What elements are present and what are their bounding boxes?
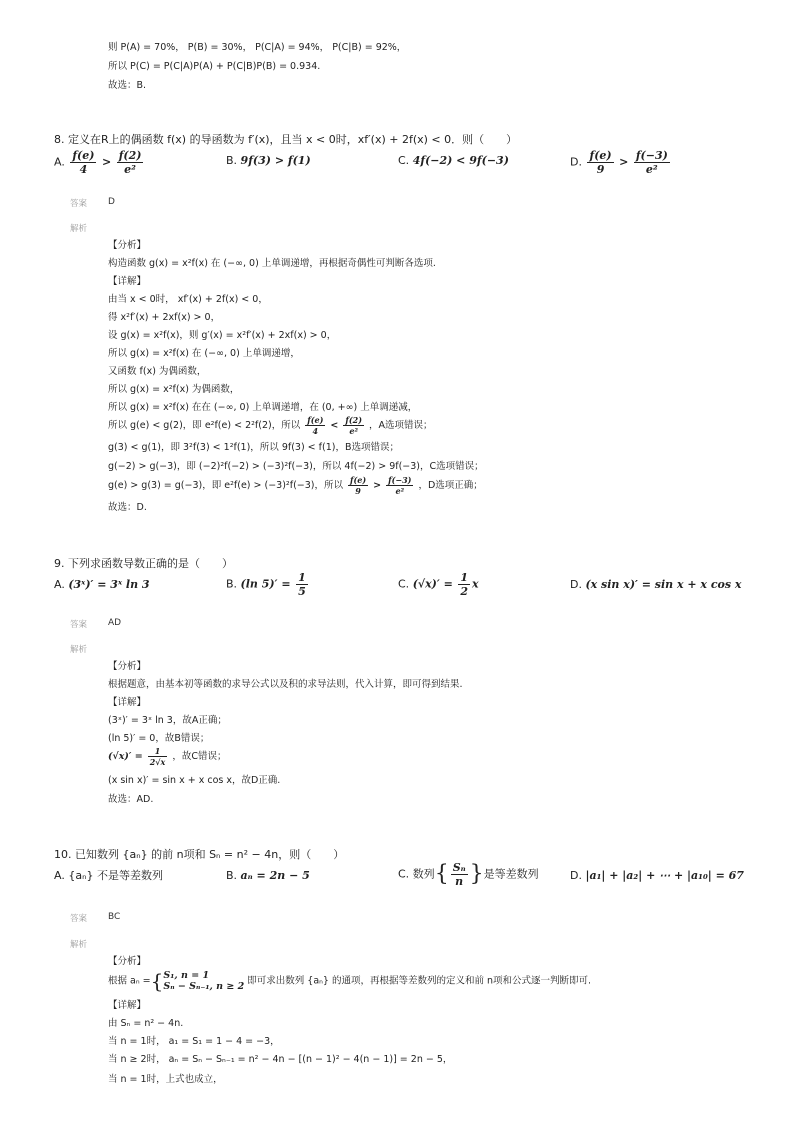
q8-sol-14-frac-2: $\frac{f(-3)}{\text{e²}}$ bbox=[388, 475, 412, 496]
q9-c-frac: $\frac{1}{2}$ bbox=[460, 571, 468, 598]
q10-sol-2-cases: S₁, n = 1 Sₙ − Sₙ₋₁, n ≥ 2 bbox=[163, 970, 245, 992]
q8-sol-14-frac-1: $\frac{f(e)}{9}$ bbox=[350, 475, 367, 496]
q9-analysis-label: 解析 bbox=[70, 645, 88, 655]
q8-a-relation: > bbox=[101, 155, 112, 169]
q8-sol-11: 所以 g(e) < g(2)，即 e²f(e) < 2²f(2)，所以 $\frac{f(e)}{4}$ < $\frac{f(2)}{\text{e²}}$ ，A选项错误； bbox=[108, 415, 433, 436]
q8-sol-15: 故选：D. bbox=[108, 502, 147, 513]
prev-line-3: 故选：B. bbox=[108, 80, 147, 91]
q10-option-a[interactable] bbox=[54, 869, 163, 883]
q9-sol-1: 【分析】 bbox=[108, 661, 147, 672]
q10-sol-6: 当 n ≥ 2时， aₙ = Sₙ − Sₙ₋₁ = n² − 4n − [(n − 1)² − 4(n − 1)] = 2n − 5， bbox=[108, 1054, 453, 1065]
q10-option-a-label: A. bbox=[54, 869, 65, 882]
q10-analysis-label: 解析 bbox=[70, 940, 88, 950]
q10-sol-1: 【分析】 bbox=[108, 956, 147, 967]
q9-answer-value: AD bbox=[108, 618, 122, 628]
q8-d-frac-2: $\frac{f(-3)}{\text{e²}}$ bbox=[635, 149, 668, 176]
q10-option-c-post: 是等差数列 bbox=[483, 867, 539, 881]
q8-d-frac-1: $\frac{f(e)}{9}$ bbox=[589, 149, 612, 176]
prev-line-2: 所以 P(C) = P(C|A)P(A) + P(C|B)P(B) = 0.934. bbox=[108, 61, 321, 72]
q8-sol-13: g(−2) > g(−3)，即 (−2)²f(−2) > (−3)²f(−3)，所以 4f(−2) > 9f(−3)，C选项错误； bbox=[108, 461, 484, 472]
q10-option-c[interactable]: C. 数列{ $\frac{\text{Sₙ}}{n}$ }是等差数列 bbox=[398, 861, 539, 888]
q8-option-c-expr: 4f(−2) < 9f(−3) bbox=[412, 154, 509, 167]
q9-sol-2: 根据题意，由基本初等函数的求导公式以及积的求导法则，代入计算，即可得到结果. bbox=[108, 679, 463, 690]
q9-option-a[interactable] bbox=[54, 578, 150, 592]
q9-sol-3: 【详解】 bbox=[108, 697, 147, 708]
q8-answer-value: D bbox=[108, 197, 115, 207]
q8-analysis-label: 解析 bbox=[70, 224, 88, 234]
q10-option-d[interactable] bbox=[570, 869, 744, 883]
q9-sol-7: (x sin x)′ = sin x + x cos x，故D正确. bbox=[108, 775, 281, 786]
q10-option-a-expr: {aₙ} 不是等差数列 bbox=[68, 869, 163, 882]
q8-a-frac-2: $\frac{f(2)}{\text{e²}}$ bbox=[118, 149, 142, 176]
q9-answer-label: 答案 bbox=[70, 620, 88, 630]
q9-option-c[interactable]: C. (√x)′ = $\frac{1}{2}$ x bbox=[398, 571, 479, 598]
q10-option-d-label: D. bbox=[570, 869, 582, 882]
q10-option-b-expr: aₙ = 2n − 5 bbox=[240, 869, 310, 882]
q8-option-b-expr: 9f(3) > f(1) bbox=[240, 154, 311, 167]
q8-option-a[interactable] bbox=[54, 150, 145, 175]
q8-answer-label: 答案 bbox=[70, 199, 88, 209]
q9-sol-6: (√x)′ = $\frac{1}{2√x}$ ，故C错误； bbox=[108, 746, 227, 767]
q8-option-c-label: C. bbox=[398, 154, 410, 167]
q9-b-frac: $\frac{1}{5}$ bbox=[298, 571, 306, 598]
q9-sol-4: (3ˣ)′ = 3ˣ ln 3，故A正确； bbox=[108, 715, 227, 726]
q9-option-a-expr: (3ˣ)′ = 3ˣ ln 3 bbox=[68, 578, 150, 591]
q10-option-b-label: B. bbox=[226, 869, 238, 882]
q8-option-d[interactable] bbox=[570, 150, 672, 175]
q10-sol-5: 当 n = 1时， a₁ = S₁ = 1 − 4 = −3， bbox=[108, 1036, 280, 1047]
q8-sol-3: 【详解】 bbox=[108, 276, 147, 287]
q8-option-d-label: D. bbox=[570, 155, 582, 169]
q9-option-a-label: A. bbox=[54, 578, 65, 591]
q8-sol-4: 由当 x < 0时， xf′(x) + 2f(x) < 0， bbox=[108, 294, 268, 305]
q10-sol-2: 根据 aₙ ={ S₁, n = 1 Sₙ − Sₙ₋₁, n ≥ 2 即可求出数列 {aₙ} 的通项，再根据等差数列的定义和前 n项和公式逐一判断即可. bbox=[108, 969, 592, 993]
q9-option-d-expr: (x sin x)′ = sin x + x cos x bbox=[585, 578, 742, 591]
q8-sol-11-frac-1: $\frac{f(e)}{4}$ bbox=[307, 415, 324, 436]
q10-sol-7: 当 n = 1时，上式也成立， bbox=[108, 1074, 223, 1085]
q9-option-c-label: C. bbox=[398, 577, 410, 591]
q10-answer-value: BC bbox=[108, 912, 121, 922]
q8-sol-10: 所以 g(x) = x²f(x) 在在 (−∞, 0) 上单调递增，在 (0, +∞) 上单调递减， bbox=[108, 402, 418, 413]
q8-title: 8. 定义在R上的偶函数 f(x) 的导函数为 f′(x)，且当 x < 0时，xf′(x) + 2f(x) < 0．则（ ） bbox=[54, 133, 518, 146]
q9-option-c-expr: (√x)′ = bbox=[412, 577, 453, 591]
q8-option-b[interactable] bbox=[226, 154, 311, 168]
prev-line-1: 则 P(A) = 70%， P(B) = 30%， P(C|A) = 94%， P(C|B) = 92%， bbox=[108, 42, 407, 53]
q8-sol-9: 所以 g(x) = x²f(x) 为偶函数， bbox=[108, 384, 240, 395]
q8-sol-2: 构造函数 g(x) = x²f(x) 在 (−∞, 0) 上单调递增，再根据奇偶性可判断各选项. bbox=[108, 258, 436, 269]
q10-option-d-expr: |a₁| + |a₂| + ⋯ + |a₁₀| = 67 bbox=[585, 869, 744, 882]
q10-answer-label: 答案 bbox=[70, 914, 88, 924]
q8-a-frac-1: $\frac{f(e)}{4}$ bbox=[72, 149, 95, 176]
q8-sol-5: 得 x²f′(x) + 2xf(x) > 0， bbox=[108, 312, 221, 323]
q8-option-c[interactable] bbox=[398, 154, 509, 168]
q10-sol-4: 由 Sₙ = n² − 4n. bbox=[108, 1018, 184, 1029]
q8-sol-14: g(e) > g(3) = g(−3)，即 e²f(e) > (−3)²f(−3)，所以 $\frac{f(e)}{9}$ > $\frac{f(-3)}{\text{e²}}$ ，D选项正确； bbox=[108, 475, 483, 496]
q8-d-relation: > bbox=[619, 155, 629, 169]
q8-sol-7: 所以 g(x) = x²f(x) 在 (−∞, 0) 上单调递增， bbox=[108, 348, 300, 359]
q8-sol-8: 又函数 f(x) 为偶函数， bbox=[108, 366, 207, 377]
q9-title: 9. 下列求函数导数正确的是（ ） bbox=[54, 557, 233, 570]
q9-option-d-label: D. bbox=[570, 578, 582, 591]
q10-c-frac: $\frac{\text{Sₙ}}{n}$ bbox=[452, 861, 466, 888]
q8-sol-6: 设 g(x) = x²f(x)，则 g′(x) = x²f′(x) + 2xf(x) > 0， bbox=[108, 330, 337, 341]
q9-option-d[interactable] bbox=[570, 578, 741, 592]
q9-sol-5: (ln 5)′ = 0，故B错误； bbox=[108, 733, 210, 744]
q9-option-b-expr: (ln 5)′ = bbox=[240, 577, 291, 591]
q10-option-b[interactable] bbox=[226, 869, 310, 883]
q9-option-b-label: B. bbox=[226, 577, 238, 591]
q10-sol-3: 【详解】 bbox=[108, 1000, 147, 1011]
q9-option-b[interactable] bbox=[226, 572, 310, 597]
q10-option-c-label: C. bbox=[398, 867, 410, 881]
q10-option-c-pre: 数列 bbox=[412, 867, 435, 881]
q8-sol-1: 【分析】 bbox=[108, 240, 147, 251]
q10-title: 10. 已知数列 {aₙ} 的前 n项和 Sₙ = n² − 4n，则（ ） bbox=[54, 848, 345, 861]
q9-sol-8: 故选：AD. bbox=[108, 794, 154, 805]
q9-sol-6-frac: $\frac{1}{2√x}$ bbox=[149, 746, 166, 767]
q8-option-a-label: A. bbox=[54, 155, 65, 169]
q8-sol-11-frac-2: $\frac{f(2)}{\text{e²}}$ bbox=[345, 415, 362, 436]
q8-option-b-label: B. bbox=[226, 154, 238, 167]
q8-sol-12: g(3) < g(1)，即 3²f(3) < 1²f(1)，所以 9f(3) < f(1)，B选项错误； bbox=[108, 442, 399, 453]
